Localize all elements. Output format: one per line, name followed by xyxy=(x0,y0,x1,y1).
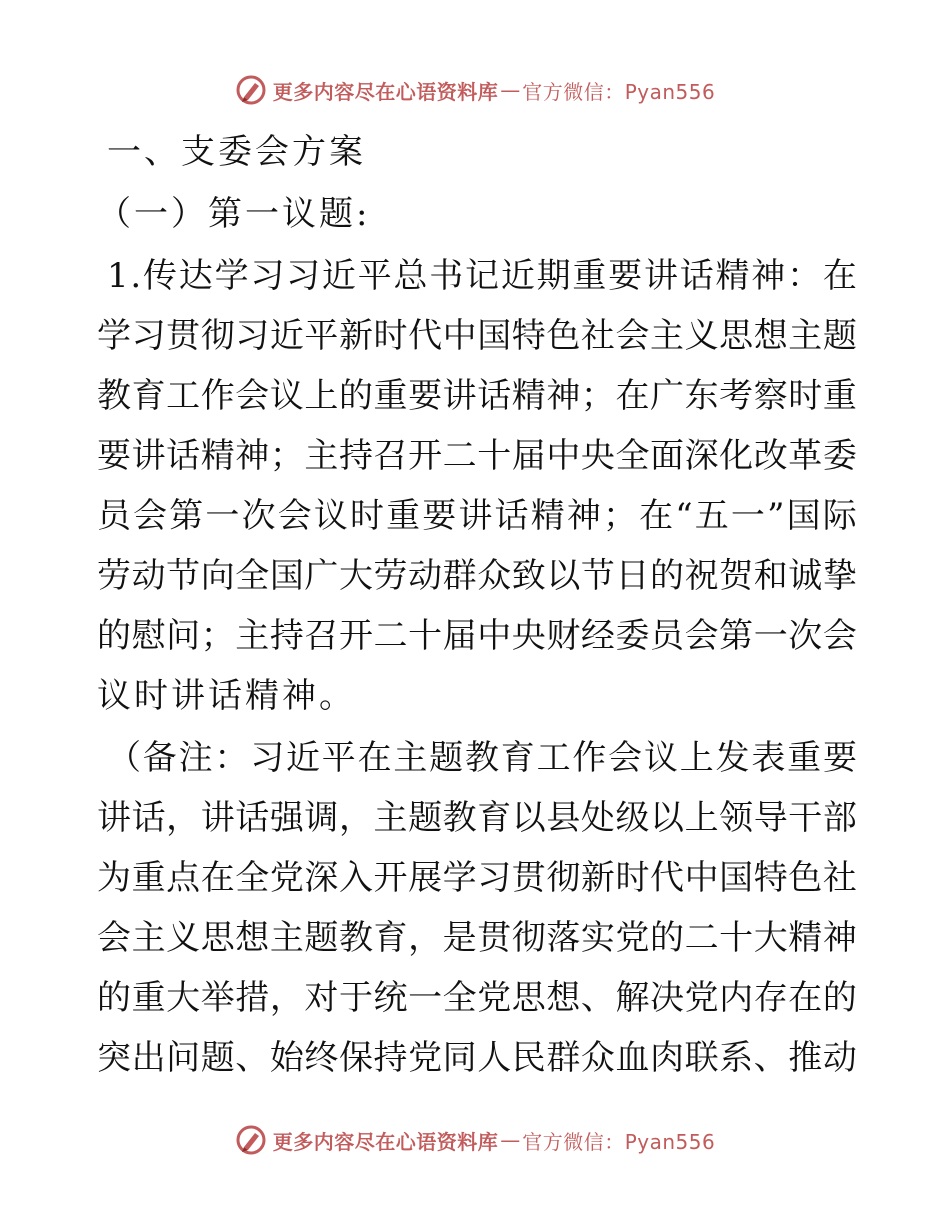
header-watermark xyxy=(0,70,950,110)
paragraph-line: 1 . 传 达 学 习 习 近 平 总 书 记 近 期 重 要 讲 话 精 神 ： 在 xyxy=(107,256,857,296)
pen-logo-icon xyxy=(235,74,267,106)
paragraph-line: 突 出 问 题 、 始 终 保 持 党 同 人 民 群 众 血 肉 联 系 、 推 动 xyxy=(97,1038,857,1078)
paragraph-line: 的 重 大 举 措 ， 对 于 统 一 全 党 思 想 、 解 决 党 内 存 在 的 xyxy=(97,978,857,1018)
paragraph-line: 劳 动 节 向 全 国 广 大 劳 动 群 众 致 以 节 日 的 祝 贺 和 诚 挚 xyxy=(97,556,857,596)
paragraph-2 xyxy=(97,728,857,1088)
paragraph-line: （ 备 注 ： 习 近 平 在 主 题 教 育 工 作 会 议 上 发 表 重 要 xyxy=(107,738,857,778)
paragraph-line: 的 慰 问 ； 主 持 召 开 二 十 届 中 央 财 经 委 员 会 第 一 次 会 xyxy=(97,616,857,656)
watermark-main-text: 更多内容尽在心语资料库 xyxy=(272,1129,499,1154)
paragraph-line: 会 主 义 思 想 主 题 教 育 ， 是 贯 彻 落 实 党 的 二 十 大 精 神 xyxy=(97,918,857,958)
watermark-contact-text: 官方微信：Pyan556 xyxy=(522,1129,716,1154)
paragraph-line: 员 会 第 一 次 会 议 时 重 要 讲 话 精 神 ； 在 “ 五 一 ” 国 际 xyxy=(97,496,857,536)
section-heading: 一、支委会方案 xyxy=(107,132,366,172)
paragraph-line: 要 讲 话 精 神 ； 主 持 召 开 二 十 届 中 央 全 面 深 化 改 革 委 xyxy=(97,436,857,476)
paragraph-line: 议时讲话精神。 xyxy=(97,676,356,716)
paragraph-line: 学 习 贯 彻 习 近 平 新 时 代 中 国 特 色 社 会 主 义 思 想 主 题 xyxy=(97,316,857,356)
paragraph-1 xyxy=(97,246,857,726)
pen-logo-icon xyxy=(235,1124,267,1156)
watermark-separator: — xyxy=(500,78,521,102)
document-body xyxy=(97,122,857,1088)
watermark-main-text: 更多内容尽在心语资料库 xyxy=(272,79,499,104)
paragraph-line: 讲 话 ， 讲 话 强 调 ， 主 题 教 育 以 县 处 级 以 上 领 导 干 部 xyxy=(97,798,857,838)
footer-watermark xyxy=(0,1120,950,1160)
watermark-contact-text: 官方微信：Pyan556 xyxy=(522,79,716,104)
watermark-separator: — xyxy=(500,1128,521,1152)
paragraph-line: 为 重 点 在 全 党 深 入 开 展 学 习 贯 彻 新 时 代 中 国 特 色 社 xyxy=(97,858,857,898)
paragraph-line: 教 育 工 作 会 议 上 的 重 要 讲 话 精 神 ； 在 广 东 考 察 时 重 xyxy=(97,376,857,416)
subsection-heading: （一）第一议题: xyxy=(97,194,371,234)
